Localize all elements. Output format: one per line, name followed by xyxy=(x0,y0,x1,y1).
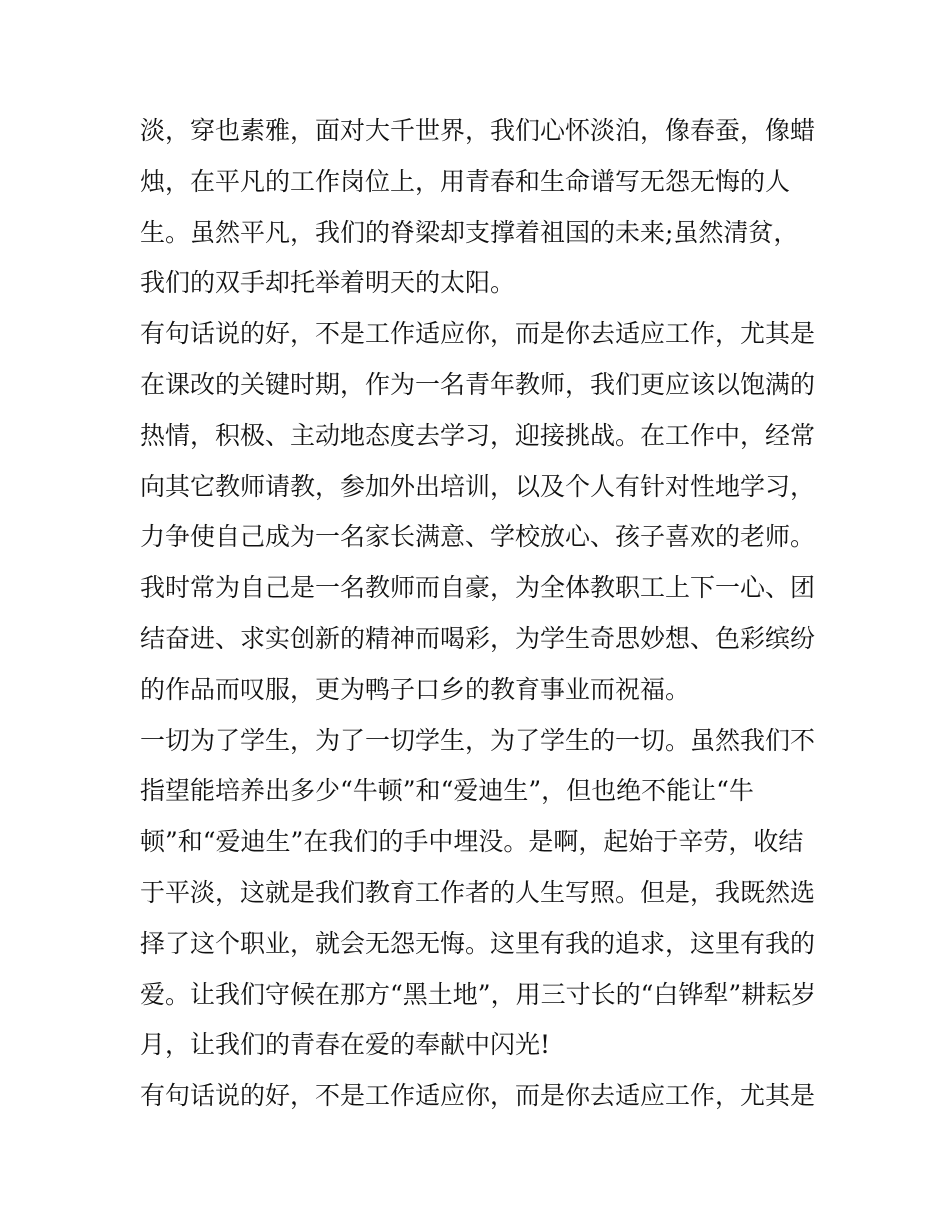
document-body xyxy=(140,106,820,1122)
text-line: 我时常为自己是一名教师而自豪，为全体教职工上下一心、团 xyxy=(140,573,816,603)
text-line: 在课改的关键时期，作为一名青年教师，我们更应该以饱满的 xyxy=(140,369,816,399)
text-line: 于平淡，这就是我们教育工作者的人生写照。但是，我既然选 xyxy=(140,877,816,907)
text-line: 结奋进、求实创新的精神而喝彩，为学生奇思妙想、色彩缤纷 xyxy=(140,623,816,653)
text-line: 向其它教师请教，参加外出培训，以及个人有针对性地学习， xyxy=(140,471,816,501)
text-line: 有句话说的好，不是工作适应你，而是你去适应工作，尤其是 xyxy=(140,1081,816,1111)
text-line: 月，让我们的青春在爱的奉献中闪光! xyxy=(140,1030,551,1060)
text-line: 热情，积极、主动地态度去学习，迎接挑战。在工作中，经常 xyxy=(140,420,816,450)
text-line: 的作品而叹服，更为鸭子口乡的教育事业而祝福。 xyxy=(140,674,691,704)
text-line: 一切为了学生，为了一切学生，为了学生的一切。虽然我们不 xyxy=(140,725,816,755)
text-line: 淡，穿也素雅，面对大千世界，我们心怀淡泊，像春蚕，像蜡 xyxy=(140,116,816,145)
text-line: 顿”和“爱迪生”在我们的手中埋没。是啊，起始于辛劳，收结 xyxy=(140,827,804,857)
text-line: 力争使自己成为一名家长满意、学校放心、孩子喜欢的老师。 xyxy=(140,522,816,552)
text-line: 有句话说的好，不是工作适应你，而是你去适应工作，尤其是 xyxy=(140,319,816,349)
text-line: 择了这个职业，就会无怨无悔。这里有我的追求，这里有我的 xyxy=(140,928,816,958)
text-line: 爱。让我们守候在那方“黑土地”，用三寸长的“白铧犁”耕耘岁 xyxy=(140,979,817,1009)
text-line: 指望能培养出多少“牛顿”和“爱迪生”，但也绝不能让“牛 xyxy=(140,776,754,806)
text-line: 我们的双手却托举着明天的太阳。 xyxy=(140,268,516,298)
text-line: 烛，在平凡的工作岗位上，用青春和生命谱写无怨无悔的人 xyxy=(140,166,791,196)
text-line: 生。虽然平凡，我们的脊梁却支撑着祖国的未来;虽然清贫， xyxy=(140,217,799,247)
